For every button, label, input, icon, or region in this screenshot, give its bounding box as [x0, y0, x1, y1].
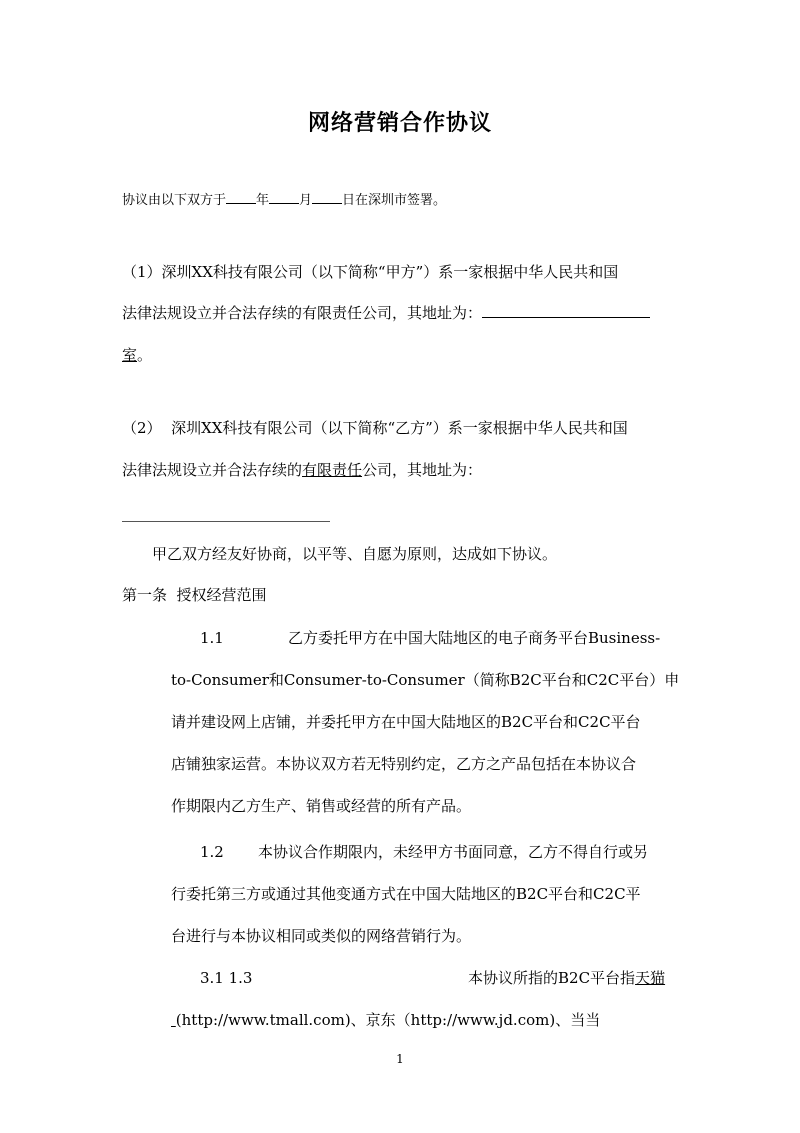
clause-1-1-line3: 请并建设网上店铺，并委托甲方在中国大陆地区的B2C平台和C2C平台	[171, 713, 641, 731]
clause-1-3-urls: (http://www.tmall.com)、京东（http://www.jd.com)、当当	[175, 1011, 601, 1029]
clause-1-3-line1	[468, 968, 665, 988]
address-underline	[122, 521, 330, 522]
clause-1-1-line5: 作期限内乙方生产、销售或经营的所有产品。	[171, 797, 472, 815]
party1-line1: （1）深圳XX科技有限公司（以下简称“甲方”）系一家根据中华人民共和国	[122, 263, 619, 281]
party2-line2-a: 法律法规设立并合法存续的	[122, 461, 303, 479]
party2-line2	[122, 460, 482, 480]
year-blank	[226, 189, 256, 204]
intro-suffix: 日在深圳市签署。	[342, 193, 447, 208]
clause-1-1-line4: 店铺独家运营。本协议双方若无特别约定，乙方之产品包括在本协议合	[171, 755, 637, 773]
clause-1-1-number: 1.1	[200, 629, 224, 647]
clause-1-2-line1: 本协议合作期限内，未经甲方书面同意，乙方不得自行或另	[258, 843, 649, 861]
day-blank	[312, 189, 342, 204]
document-title: 网络营销合作协议	[307, 110, 492, 136]
intro-line	[122, 189, 446, 211]
month-label: 月	[299, 193, 313, 208]
month-blank	[269, 189, 299, 204]
clause-1-2-line3: 台进行与本协议相同或类似的网络营销行为。	[171, 927, 472, 945]
agreement-line: 甲乙双方经友好协商，以平等、自愿为原则，达成如下协议。	[152, 545, 558, 563]
article1-heading: 第一条 授权经营范围	[122, 586, 267, 604]
party1-address-blank	[482, 303, 650, 318]
clause-1-3-number: 3.1 1.3	[200, 969, 253, 987]
party1-line2	[122, 303, 650, 323]
clause-1-1-line2: to-Consumer和Consumer-to-Consumer（简称B2C平台和C2C平台）申	[171, 671, 680, 689]
party2-limited-liability: 有限责任	[302, 461, 363, 479]
year-label: 年	[256, 193, 270, 208]
clause-1-1-line1: 乙方委托甲方在中国大陆地区的电子商务平台Business-	[288, 629, 661, 647]
party1-line3	[122, 345, 152, 365]
party2-line2-b: 公司，其地址为：	[362, 461, 483, 479]
party1-address-label: 法律法规设立并合法存续的有限责任公司，其地址为：	[122, 304, 483, 322]
party1-line3-end: 。	[137, 346, 153, 364]
tmall-link-text: 天猫	[635, 969, 666, 987]
page-number: 1	[396, 1052, 404, 1066]
party1-room-underlined: 室	[122, 346, 138, 364]
intro-prefix: 协议由以下双方于	[122, 193, 227, 208]
party2-line1: （2） 深圳XX科技有限公司（以下简称“乙方”）系一家根据中华人民共和国	[122, 419, 628, 437]
clause-1-3-line2	[171, 1010, 600, 1030]
clause-1-3-text: 本协议所指的B2C平台指	[468, 969, 636, 987]
clause-1-2-number: 1.2	[200, 843, 224, 861]
clause-1-2-line2: 行委托第三方或通过其他变通方式在中国大陆地区的B2C平台和C2C平	[171, 885, 641, 903]
